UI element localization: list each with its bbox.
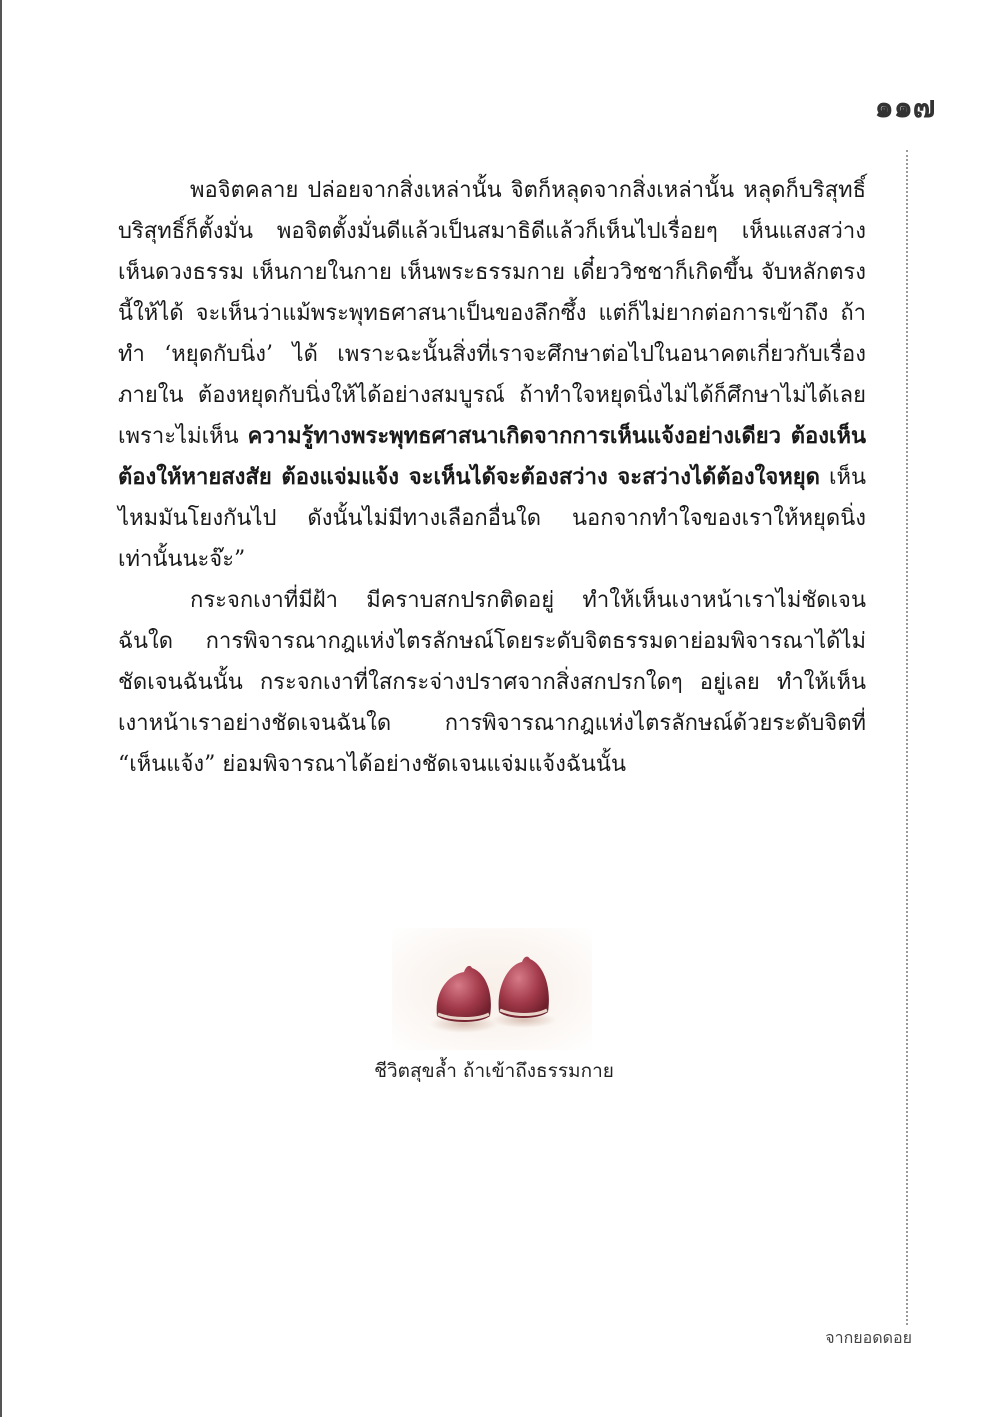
margin-dotted-line: [906, 150, 908, 1325]
page-edge-line: [0, 0, 2, 1417]
paragraph-1-tail: เห็นไหมมันโยงกันไป ดังนั้นไม่มีทางเลือกอื่นใด นอกจากทำใจของเราให้หยุดนิ่งเท่านั้นนะจ๊ะ”: [118, 465, 866, 572]
paragraph-2: กระจกเงาที่มีฝ้า มีคราบสกปรกติดอยู่ ทำให้เห็นเงาหน้าเราไม่ชัดเจนฉันใด การพิจารณากฎแห่งไตรลักษณ์โดยระดับจิตธรรมดาย่อมพิจารณาได้ไม่ชัดเจนฉันนั้น กระจกเงาที่ใสกระจ่างปราศจากสิ่งสกปรกใดๆ อยู่เลย ทำให้เห็นเงาหน้าเราอย่างชัดเจนฉันใด การพิจารณากฎแห่งไตรลักษณ์ด้วยระดับจิตที่ “เห็นแจ้ง” ย่อมพิจารณาได้อย่างชัดเจนแจ่มแจ้งฉันนั้น: [118, 588, 866, 777]
footer-book-title: จากยอดดอย: [825, 1328, 912, 1347]
body-text: [118, 170, 866, 785]
page-number: ๑๑๗: [874, 90, 936, 125]
paragraph-1: [118, 170, 866, 580]
paragraph-1-text: พอจิตคลาย ปล่อยจากสิ่งเหล่านั้น จิตก็หลุดจากสิ่งเหล่านั้น หลุดก็บริสุทธิ์ บริสุทธิ์ก็ตั้งมั่น พอจิตตั้งมั่นดีแล้วเป็นสมาธิดีแล้วก็เห็นไปเรื่อยๆ เห็นแสงสว่าง เห็นดวงธรรม เห็นกายในกาย เห็นพระธรรมกาย เดี๋ยววิชชาก็เกิดขึ้น จับหลักตรงนี้ให้ได้ จะเห็นว่าแม้พระพุทธศาสนาเป็นของลึกซึ้ง แต่ก็ไม่ยากต่อการเข้าถึง ถ้าทำ ‘หยุดกับนิ่ง’ ได้ เพราะฉะนั้นสิ่งที่เราจะศึกษาต่อไปในอนาคตเกี่ยวกับเรื่องภายใน ต้องหยุดกับนิ่งให้ได้อย่างสมบูรณ์ ถ้าทำใจหยุดนิ่งไม่ได้ก็ศึกษาไม่ได้เลย เพราะไม่เห็น: [118, 178, 866, 449]
figure-caption: ชีวิตสุขล้ำ ถ้าเข้าถึงธรรมกาย: [374, 1060, 614, 1082]
two-red-fruits-icon: [392, 928, 592, 1050]
paragraph-1-bold-text: ความรู้ทางพระพุทธศาสนาเกิดจากการเห็นแจ้งอย่างเดียว ต้องเห็น ต้องให้หายสงสัย ต้องแจ่มแจ้ง จะเห็นได้จะต้องสว่าง จะสว่างได้ต้องใจหยุด: [118, 423, 867, 490]
fruit-illustration: [392, 928, 592, 1050]
